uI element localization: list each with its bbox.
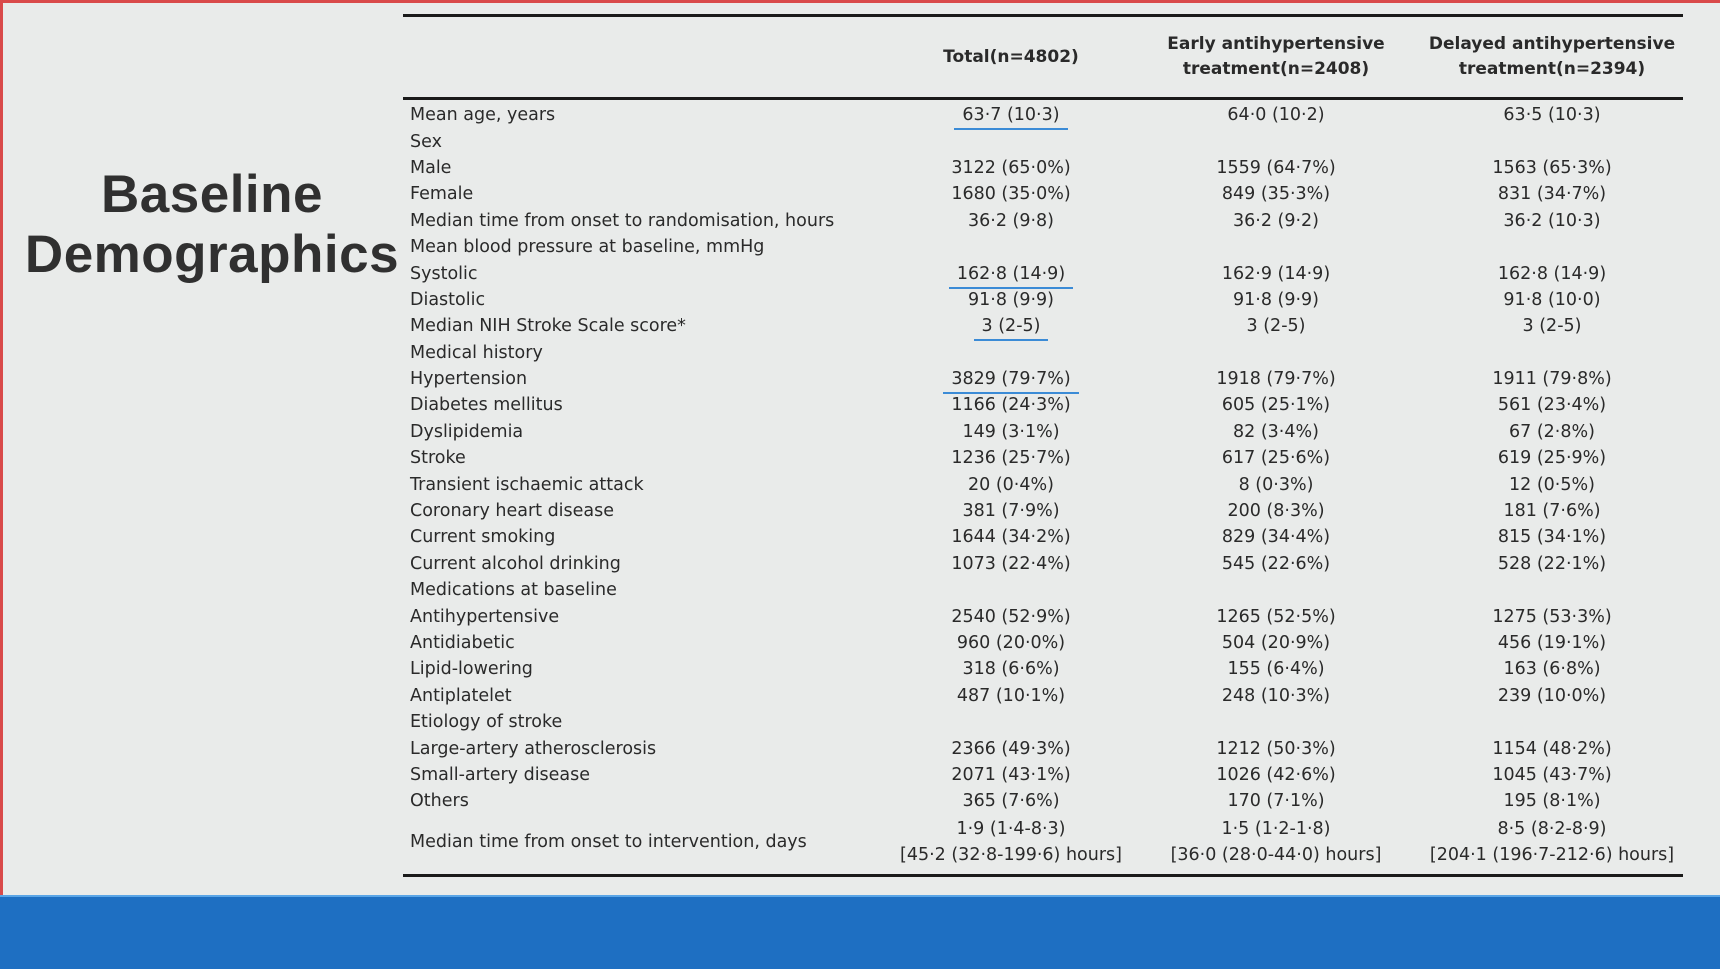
header-early-line-1: Early antihypertensive <box>1167 34 1385 54</box>
cell-total: 36·2 (9·8) <box>967 210 1054 231</box>
cell-early: 504 (20·9%) <box>1221 633 1331 653</box>
table-row <box>403 181 1683 207</box>
cell-early: 605 (25·1%) <box>1221 395 1331 416</box>
cell-delayed: 619 (25·9%) <box>1497 448 1607 469</box>
cell-early: 1918 (79·7%) <box>1216 369 1336 390</box>
cell-total: 2366 (49·3%) <box>951 738 1071 759</box>
table-header-row <box>403 17 1683 97</box>
row-label: Small-artery disease <box>410 764 591 785</box>
cell-total: 149 (3·1%) <box>962 421 1060 442</box>
cell-delayed: 63·5 (10·3) <box>1503 105 1601 126</box>
row-label: Stroke <box>410 448 466 469</box>
cell-early: 82 (3·4%) <box>1233 421 1319 442</box>
row-label: Antiplatelet <box>410 685 512 706</box>
cell-early: 1265 (52·5%) <box>1216 606 1336 627</box>
cell-early: 1212 (50·3%) <box>1216 738 1336 759</box>
row-label: Hypertension <box>410 369 528 390</box>
cell-total-value: 63·7 (10·3) <box>962 105 1060 126</box>
cell-delayed: 181 (7·6%) <box>1503 501 1601 522</box>
cell-early-line-1: 1·5 (1·2-1·8) <box>1221 819 1331 840</box>
cell-delayed: 3 (2-5) <box>1522 316 1582 337</box>
cell-delayed: 36·2 (10·3) <box>1503 210 1601 231</box>
cell-early: 3 (2-5) <box>1246 316 1306 337</box>
cell-total: 1236 (25·7%) <box>951 448 1071 469</box>
table-row <box>403 498 1683 524</box>
slide-title-line-2: Demographics <box>24 225 400 284</box>
cell-early: 36·2 (9·2) <box>1232 210 1319 231</box>
header-delayed-line-2: treatment(n=2394) <box>1458 59 1646 79</box>
cell-total-value: 3 (2-5) <box>981 316 1041 337</box>
row-label: Coronary heart disease <box>410 501 615 522</box>
row-label: Antihypertensive <box>410 606 560 627</box>
row-label: Lipid-lowering <box>410 659 533 680</box>
row-label: Median NIH Stroke Scale score* <box>410 316 686 337</box>
cell-delayed-line-2: [204·1 (196·7-212·6) hours] <box>1429 845 1675 866</box>
cell-delayed: 815 (34·1%) <box>1497 527 1607 548</box>
cell-delayed: 163 (6·8%) <box>1503 659 1601 680</box>
cell-delayed: 528 (22·1%) <box>1497 553 1607 574</box>
cell-total <box>891 105 1131 125</box>
table-row <box>403 419 1683 445</box>
cell-early: 200 (8·3%) <box>1227 501 1325 522</box>
table-row <box>403 340 1683 366</box>
table-row <box>403 313 1683 339</box>
cell-delayed: 195 (8·1%) <box>1503 791 1601 812</box>
cell-total: 2540 (52·9%) <box>951 606 1071 627</box>
row-label: Mean age, years <box>410 105 556 126</box>
row-label: Sex <box>410 131 442 152</box>
table-row <box>403 709 1683 735</box>
cell-delayed-line-1: 8·5 (8·2-8·9) <box>1497 819 1607 840</box>
row-label: Systolic <box>410 263 478 284</box>
row-label: Current smoking <box>410 527 556 548</box>
table-body <box>403 100 1683 870</box>
row-label: Dyslipidemia <box>410 421 524 442</box>
cell-early-line-2: [36·0 (28·0-44·0) hours] <box>1170 845 1382 866</box>
cell-total-line-2: [45·2 (32·8-199·6) hours] <box>900 845 1122 866</box>
cell-delayed: 162·8 (14·9) <box>1497 263 1607 284</box>
cell-total-value: 162·8 (14·9) <box>956 263 1066 284</box>
cell-total: 20 (0·4%) <box>968 474 1054 495</box>
row-label: Current alcohol drinking <box>410 553 621 574</box>
cell-early: 545 (22·6%) <box>1221 553 1331 574</box>
row-label: Diabetes mellitus <box>410 395 563 416</box>
cell-total: 2071 (43·1%) <box>951 764 1071 785</box>
cell-early: 8 (0·3%) <box>1238 474 1314 495</box>
row-label: Median time from onset to randomisation, hours <box>410 210 835 231</box>
row-label: Male <box>410 157 452 178</box>
cell-delayed: 67 (2·8%) <box>1509 421 1595 442</box>
cell-total: 365 (7·6%) <box>962 791 1060 812</box>
table-bottom-rule <box>403 874 1683 877</box>
table-row <box>403 234 1683 260</box>
cell-total <box>891 316 1131 336</box>
header-early-line-2: treatment(n=2408) <box>1182 59 1370 79</box>
table-row <box>403 102 1683 128</box>
table-row <box>403 208 1683 234</box>
cell-delayed: 12 (0·5%) <box>1509 474 1595 495</box>
table-row <box>403 603 1683 629</box>
table-row <box>403 683 1683 709</box>
table-row <box>403 366 1683 392</box>
cell-total: 318 (6·6%) <box>962 659 1060 680</box>
cell-delayed: 1563 (65·3%) <box>1492 157 1612 178</box>
cell-delayed: 1275 (53·3%) <box>1492 606 1612 627</box>
cell-delayed: 1045 (43·7%) <box>1492 764 1612 785</box>
cell-total <box>891 816 1131 868</box>
cell-total: 1073 (22·4%) <box>951 553 1071 574</box>
header-total: Total(n=4802) <box>943 47 1079 67</box>
table-row <box>403 128 1683 154</box>
table-row <box>403 551 1683 577</box>
row-label: Antidiabetic <box>410 633 515 653</box>
cell-early: 155 (6·4%) <box>1227 659 1325 680</box>
table-row <box>403 577 1683 603</box>
cell-early: 64·0 (10·2) <box>1227 105 1325 126</box>
table-row <box>403 445 1683 471</box>
cell-delayed <box>1421 816 1683 868</box>
header-early <box>1131 32 1421 82</box>
cell-early: 162·9 (14·9) <box>1221 263 1331 284</box>
row-label: Medications at baseline <box>410 580 617 601</box>
table-row <box>403 630 1683 656</box>
cell-early: 849 (35·3%) <box>1221 184 1331 205</box>
slide-title-line-1: Baseline <box>100 165 323 224</box>
cell-early: 1026 (42·6%) <box>1216 764 1336 785</box>
row-label: Diastolic <box>410 289 486 310</box>
cell-delayed: 456 (19·1%) <box>1497 633 1607 653</box>
cell-delayed: 239 (10·0%) <box>1497 685 1607 706</box>
row-label: Large-artery atherosclerosis <box>410 738 657 759</box>
row-label: Mean blood pressure at baseline, mmHg <box>410 237 765 258</box>
cell-total: 91·8 (9·9) <box>967 289 1054 310</box>
cell-delayed: 91·8 (10·0) <box>1503 289 1601 310</box>
table-row <box>403 524 1683 550</box>
header-delayed <box>1421 32 1683 82</box>
slide-title <box>12 165 412 285</box>
table-row <box>403 735 1683 761</box>
table-row <box>403 656 1683 682</box>
cell-delayed: 561 (23·4%) <box>1497 395 1607 416</box>
table-row-intervention-time <box>403 815 1683 870</box>
cell-delayed: 1154 (48·2%) <box>1492 738 1612 759</box>
demographics-table <box>403 14 1683 877</box>
cell-total <box>891 369 1131 389</box>
cell-delayed: 831 (34·7%) <box>1497 184 1607 205</box>
table-row <box>403 260 1683 286</box>
top-accent-line <box>0 0 1720 3</box>
cell-total: 487 (10·1%) <box>956 685 1066 706</box>
cell-total <box>891 264 1131 284</box>
table-row <box>403 392 1683 418</box>
row-label: Median time from onset to intervention, days <box>410 832 807 853</box>
table-row <box>403 762 1683 788</box>
footer-band <box>0 897 1720 969</box>
cell-early: 617 (25·6%) <box>1221 448 1331 469</box>
row-label: Medical history <box>410 342 543 363</box>
cell-delayed: 1911 (79·8%) <box>1492 369 1612 390</box>
left-accent-line <box>0 0 3 895</box>
cell-total: 381 (7·9%) <box>962 501 1060 522</box>
cell-total: 1166 (24·3%) <box>951 395 1071 416</box>
cell-total: 1680 (35·0%) <box>951 184 1071 205</box>
header-delayed-line-1: Delayed antihypertensive <box>1428 34 1676 54</box>
row-label: Female <box>410 184 474 205</box>
table-row <box>403 155 1683 181</box>
cell-early: 1559 (64·7%) <box>1216 157 1336 178</box>
table-row <box>403 788 1683 814</box>
cell-total-line-1: 1·9 (1·4-8·3) <box>956 819 1066 840</box>
cell-total: 3122 (65·0%) <box>951 157 1071 178</box>
cell-total-value: 3829 (79·7%) <box>951 369 1071 390</box>
cell-early: 91·8 (9·9) <box>1232 289 1319 310</box>
table-row <box>403 471 1683 497</box>
row-label: Others <box>410 791 469 812</box>
cell-early <box>1131 816 1421 868</box>
cell-total: 960 (20·0%) <box>956 633 1066 653</box>
cell-early: 170 (7·1%) <box>1227 791 1325 812</box>
row-label: Transient ischaemic attack <box>410 474 644 495</box>
table-row <box>403 287 1683 313</box>
row-label: Etiology of stroke <box>410 712 563 733</box>
cell-early: 829 (34·4%) <box>1221 527 1331 548</box>
cell-early: 248 (10·3%) <box>1221 685 1331 706</box>
cell-total: 1644 (34·2%) <box>951 527 1071 548</box>
